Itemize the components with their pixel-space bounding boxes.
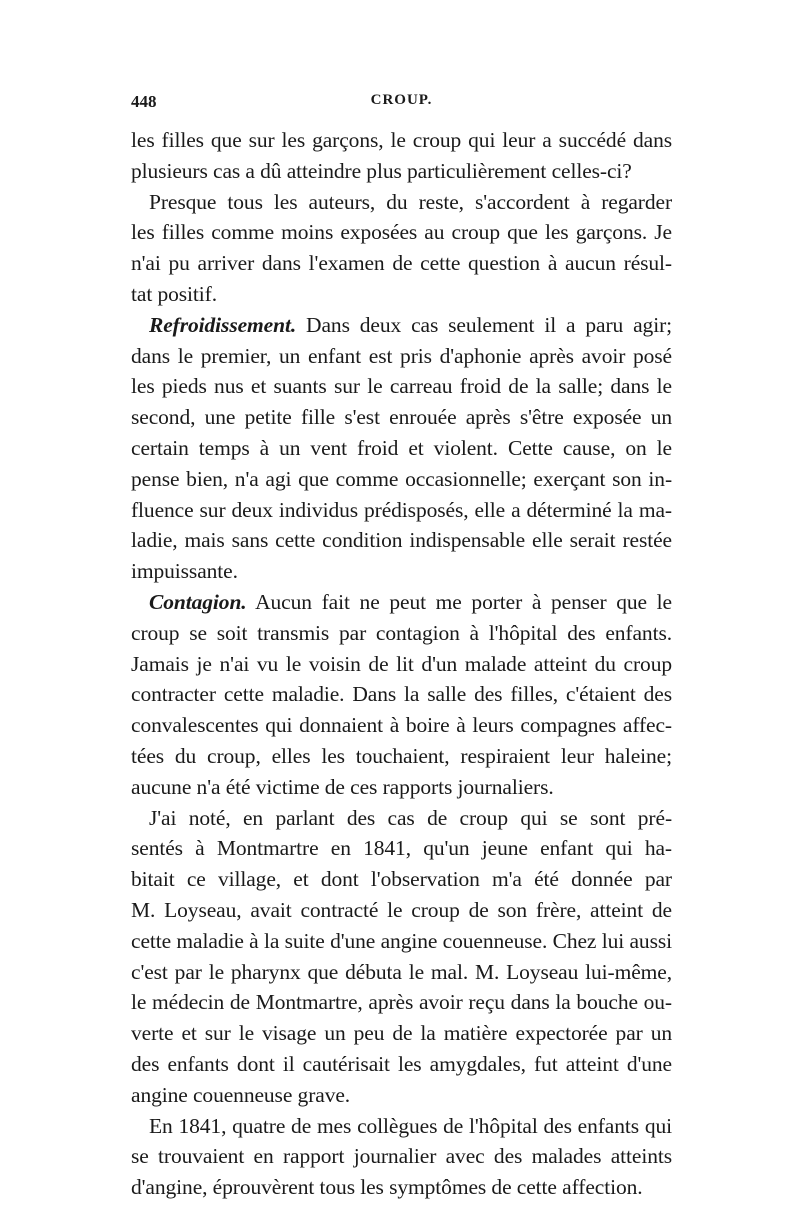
text-line: certain temps à un vent froid et violent. Cette cause, on le (131, 435, 672, 460)
body-text (131, 125, 672, 1203)
text-line: tées du croup, elles les touchaient, respiraient leur haleine; (131, 743, 672, 768)
text-line: aucune n'a été victime de ces rapports journaliers. (131, 774, 554, 799)
text-line: des enfants dont il cautérisait les amygdales, fut atteint d'une (131, 1051, 672, 1076)
text-line: c'est par le pharynx que débuta le mal. M. Loyseau lui-même, (131, 959, 672, 984)
text-line: impuissante. (131, 559, 238, 584)
text-line-rest: Aucun fait ne peut me porter à penser que le (255, 589, 672, 614)
text-line: croup se soit transmis par contagion à l'hôpital des enfants. (131, 620, 672, 645)
text-line: les filles comme moins exposées au croup que les garçons. Je (131, 220, 672, 245)
text-line: les filles que sur les garçons, le croup qui leur a succédé dans (131, 128, 672, 152)
text-line: cette maladie à la suite d'une angine couenneuse. Chez lui aussi (131, 928, 672, 953)
text-line: pense bien, n'a agi que comme occasionnelle; exerçant son in- (131, 466, 672, 491)
text-line: le médecin de Montmartre, après avoir reçu dans la bouche ou- (131, 990, 672, 1015)
page-number: 448 (131, 92, 157, 111)
text-line-rest: Dans deux cas seulement il a paru agir; (306, 312, 672, 337)
text-line: ladie, mais sans cette condition indispensable elle serait restée (131, 528, 672, 553)
text-line: verte et sur le visage un peu de la matière expectorée par un (131, 1021, 672, 1046)
paragraph-term-contagion: Contagion. (149, 589, 247, 614)
text-line: J'ai noté, en parlant des cas de croup qui se sont pré- (149, 805, 672, 830)
text-line: les pieds nus et suants sur le carreau froid de la salle; dans le (131, 374, 672, 399)
text-line: plusieurs cas a dû atteindre plus particulièrement celles-ci? (131, 158, 632, 183)
text-line: fluence sur deux individus prédisposés, elle a déterminé la ma- (131, 497, 672, 522)
text-line: bitait ce village, et dont l'observation m'a été donnée par (131, 867, 672, 892)
text-line: angine couenneuse grave. (131, 1082, 351, 1107)
text-line: sentés à Montmartre en 1841, qu'un jeune enfant qui ha- (131, 836, 672, 861)
text-line: M. Loyseau, avait contracté le croup de son frère, atteint de (131, 897, 672, 922)
running-head (131, 92, 672, 118)
text-line: second, une petite fille s'est enrouée après s'être exposée un (131, 405, 672, 430)
text-line: dans le premier, un enfant est pris d'aphonie après avoir posé (131, 343, 672, 368)
text-line: convalescentes qui donnaient à boire à leurs compagnes affec- (131, 713, 672, 738)
text-line: d'angine, éprouvèrent tous les symptômes de cette affection. (131, 1175, 643, 1200)
paragraph-term-refroidissement: Refroidissement. (149, 312, 297, 337)
text-line: contracter cette maladie. Dans la salle des filles, c'étaient des (131, 682, 672, 707)
text-line: Presque tous les auteurs, du reste, s'accordent à regarder (149, 189, 672, 214)
running-title: CROUP. (370, 92, 433, 108)
text-line-with-term (131, 587, 672, 618)
text-line: tat positif. (131, 281, 217, 306)
text-line: n'ai pu arriver dans l'examen de cette question à aucun résul- (131, 251, 672, 276)
text-line: Jamais je n'ai vu le voisin de lit d'un malade atteint du croup (131, 651, 672, 676)
text-line: se trouvaient en rapport journalier avec des malades atteints (131, 1144, 672, 1169)
text-line-with-term (131, 310, 672, 341)
text-line: En 1841, quatre de mes collègues de l'hôpital des enfants qui (149, 1113, 672, 1138)
